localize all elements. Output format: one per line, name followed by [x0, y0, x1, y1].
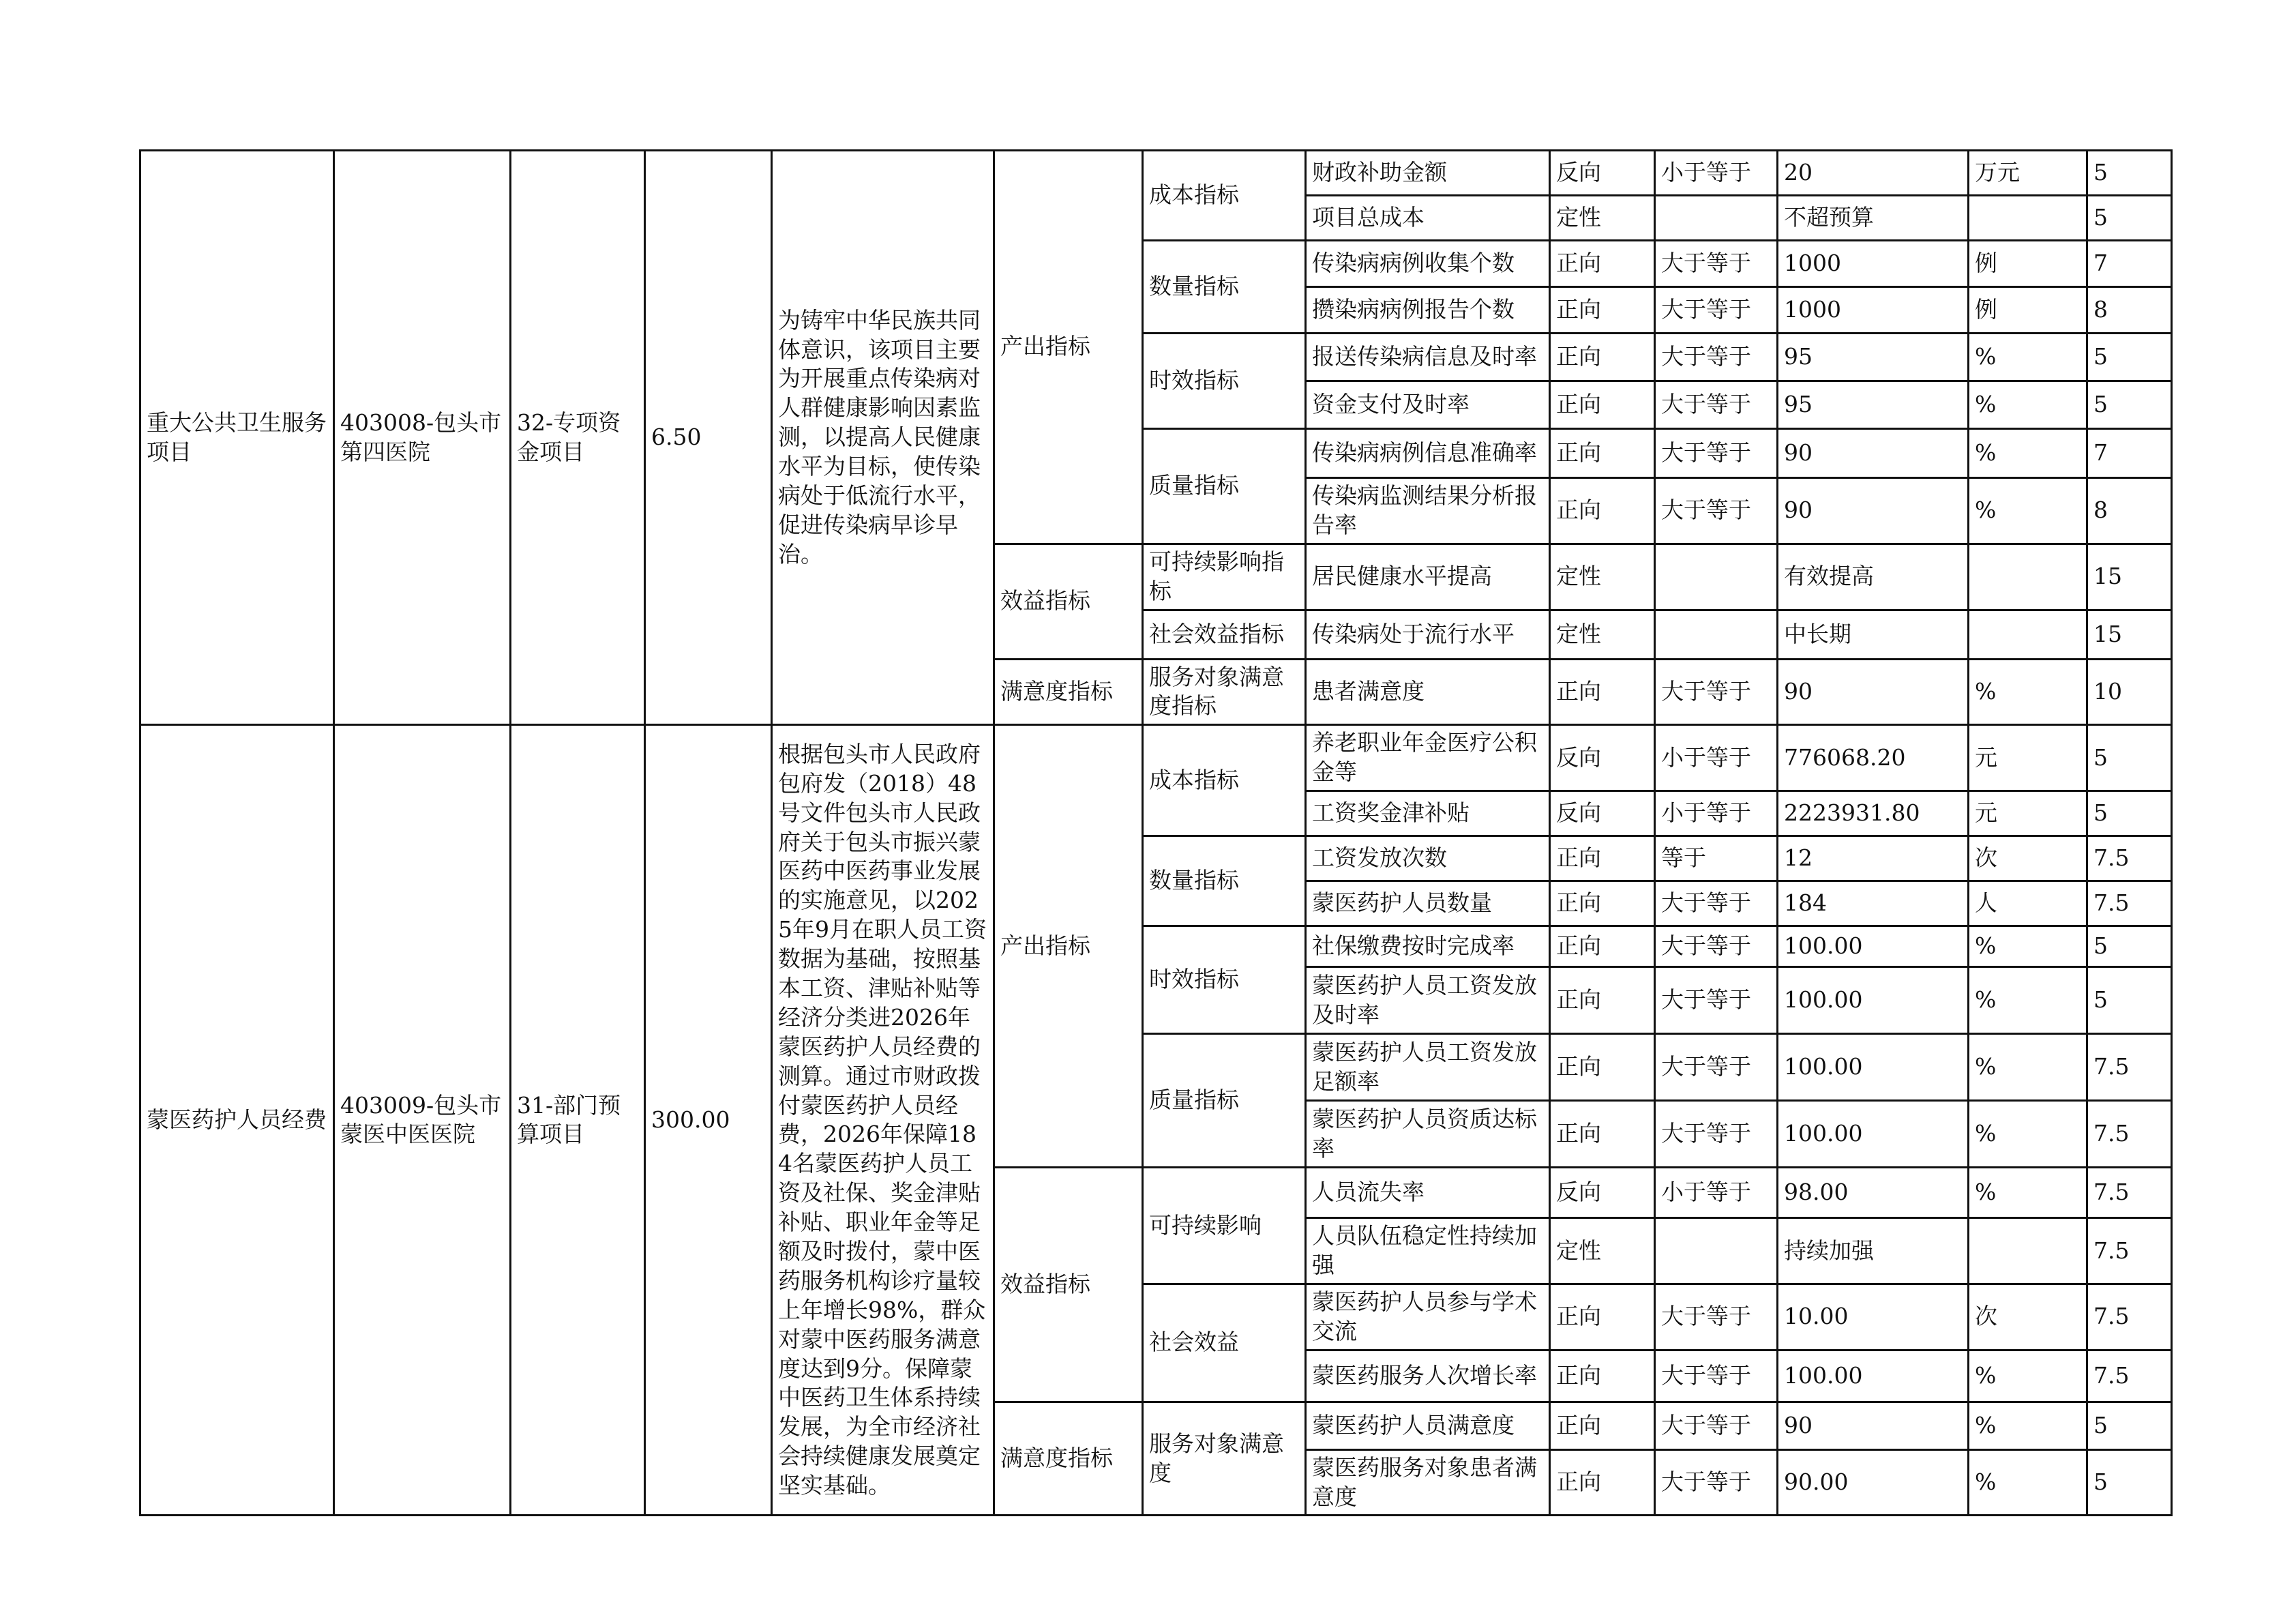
indicator-name-cell: 工资发放次数 — [1306, 836, 1550, 881]
level2-indicator-cell: 成本指标 — [1143, 151, 1306, 241]
indicator-direction-cell: 反向 — [1550, 1168, 1655, 1218]
level1-indicator-cell: 效益指标 — [994, 544, 1143, 659]
project-description-cell: 为铸牢中华民族共同体意识，该项目主要为开展重点传染病对人群健康影响因素监测，以提高人民健康水平为目标，使传染病处于低流行水平，促进传染病早诊早治。 — [772, 151, 994, 725]
indicator-unit-cell: % — [1969, 1168, 2087, 1218]
indicator-name-cell: 社保缴费按时完成率 — [1306, 926, 1550, 967]
indicator-target-value-cell: 98.00 — [1778, 1168, 1969, 1218]
indicator-direction-cell: 正向 — [1550, 287, 1655, 334]
project-amount-cell: 300.00 — [645, 725, 772, 1516]
indicator-unit-cell: % — [1969, 1034, 2087, 1101]
indicator-name-cell: 人员流失率 — [1306, 1168, 1550, 1218]
indicator-operator-cell: 大于等于 — [1655, 334, 1778, 381]
indicator-operator-cell: 小于等于 — [1655, 791, 1778, 836]
level2-indicator-cell: 时效指标 — [1143, 926, 1306, 1034]
indicator-unit-cell: % — [1969, 1101, 2087, 1168]
level2-indicator-cell: 可持续影响指标 — [1143, 544, 1306, 610]
indicator-unit-cell — [1969, 196, 2087, 241]
indicator-unit-cell: % — [1969, 478, 2087, 544]
indicator-name-cell: 财政补助金额 — [1306, 151, 1550, 196]
indicator-direction-cell: 正向 — [1550, 478, 1655, 544]
level2-indicator-cell: 服务对象满意度 — [1143, 1402, 1306, 1516]
indicator-target-value-cell: 100.00 — [1778, 1350, 1969, 1402]
performance-table — [139, 149, 2173, 1516]
indicator-target-value-cell: 184 — [1778, 881, 1969, 926]
indicator-unit-cell — [1969, 1218, 2087, 1284]
indicator-target-value-cell: 100.00 — [1778, 926, 1969, 967]
indicator-operator-cell: 大于等于 — [1655, 967, 1778, 1034]
project-unit-cell: 403008-包头市第四医院 — [334, 151, 511, 725]
indicator-name-cell: 蒙医药护人员满意度 — [1306, 1402, 1550, 1449]
indicator-name-cell: 项目总成本 — [1306, 196, 1550, 241]
indicator-score-cell: 7.5 — [2087, 1284, 2172, 1350]
indicator-direction-cell: 正向 — [1550, 1101, 1655, 1168]
indicator-target-value-cell: 中长期 — [1778, 610, 1969, 659]
indicator-score-cell: 7.5 — [2087, 1218, 2172, 1284]
indicator-direction-cell: 正向 — [1550, 1034, 1655, 1101]
indicator-name-cell: 蒙医药护人员参与学术交流 — [1306, 1284, 1550, 1350]
indicator-target-value-cell: 有效提高 — [1778, 544, 1969, 610]
indicator-target-value-cell: 100.00 — [1778, 967, 1969, 1034]
indicator-operator-cell — [1655, 1218, 1778, 1284]
indicator-name-cell: 人员队伍稳定性持续加强 — [1306, 1218, 1550, 1284]
indicator-target-value-cell: 10.00 — [1778, 1284, 1969, 1350]
indicator-score-cell: 7.5 — [2087, 1168, 2172, 1218]
indicator-operator-cell — [1655, 544, 1778, 610]
level2-indicator-cell: 成本指标 — [1143, 725, 1306, 836]
project-name-cell: 蒙医药护人员经费 — [140, 725, 334, 1516]
indicator-unit-cell: % — [1969, 334, 2087, 381]
indicator-name-cell: 传染病病例收集个数 — [1306, 241, 1550, 287]
project-amount-cell: 6.50 — [645, 151, 772, 725]
indicator-target-value-cell: 20 — [1778, 151, 1969, 196]
level2-indicator-cell: 服务对象满意度指标 — [1143, 659, 1306, 725]
level2-indicator-cell: 可持续影响 — [1143, 1168, 1306, 1284]
level1-indicator-cell: 满意度指标 — [994, 659, 1143, 725]
indicator-target-value-cell: 12 — [1778, 836, 1969, 881]
project-type-cell: 32-专项资金项目 — [511, 151, 645, 725]
indicator-direction-cell: 正向 — [1550, 1402, 1655, 1449]
indicator-score-cell: 5 — [2087, 151, 2172, 196]
project-name-cell: 重大公共卫生服务项目 — [140, 151, 334, 725]
table-row — [140, 725, 2172, 791]
level2-indicator-cell: 质量指标 — [1143, 429, 1306, 544]
indicator-operator-cell: 大于等于 — [1655, 478, 1778, 544]
indicator-score-cell: 15 — [2087, 544, 2172, 610]
indicator-direction-cell: 正向 — [1550, 659, 1655, 725]
indicator-name-cell: 传染病处于流行水平 — [1306, 610, 1550, 659]
indicator-operator-cell: 小于等于 — [1655, 1168, 1778, 1218]
indicator-target-value-cell: 776068.20 — [1778, 725, 1969, 791]
indicator-operator-cell: 小于等于 — [1655, 151, 1778, 196]
indicator-operator-cell: 大于等于 — [1655, 1034, 1778, 1101]
level1-indicator-cell: 效益指标 — [994, 1168, 1143, 1402]
indicator-name-cell: 蒙医药服务对象患者满意度 — [1306, 1449, 1550, 1516]
project-description-cell: 根据包头市人民政府包府发（2018）48号文件包头市人民政府关于包头市振兴蒙医药中医药事业发展的实施意见，以2025年9月在职人员工资数据为基础，按照基本工资、津贴补贴等经济分类进2026年蒙医药护人员经费的测算。通过市财政拨付蒙医药护人员经费，2026年保障184名蒙医药护人员工资及社保、奖金津贴补贴、职业年金等足额及时拨付，蒙中医药服务机构诊疗量较上年增长98%，群众对蒙中医药服务满意度达到9分。保障蒙中医药卫生体系持续发展，为全市经济社会持续健康发展奠定坚实基础。 — [772, 725, 994, 1516]
indicator-direction-cell: 定性 — [1550, 610, 1655, 659]
indicator-direction-cell: 反向 — [1550, 725, 1655, 791]
indicator-name-cell: 蒙医药护人员工资发放及时率 — [1306, 967, 1550, 1034]
level1-indicator-cell: 满意度指标 — [994, 1402, 1143, 1516]
indicator-operator-cell: 大于等于 — [1655, 1402, 1778, 1449]
indicator-score-cell: 7 — [2087, 241, 2172, 287]
indicator-unit-cell: % — [1969, 967, 2087, 1034]
indicator-direction-cell: 正向 — [1550, 429, 1655, 478]
indicator-name-cell: 养老职业年金医疗公积金等 — [1306, 725, 1550, 791]
indicator-operator-cell: 等于 — [1655, 836, 1778, 881]
indicator-direction-cell: 定性 — [1550, 1218, 1655, 1284]
indicator-target-value-cell: 95 — [1778, 334, 1969, 381]
indicator-name-cell: 居民健康水平提高 — [1306, 544, 1550, 610]
indicator-name-cell: 工资奖金津补贴 — [1306, 791, 1550, 836]
indicator-target-value-cell: 100.00 — [1778, 1034, 1969, 1101]
indicator-direction-cell: 反向 — [1550, 791, 1655, 836]
indicator-operator-cell: 大于等于 — [1655, 1284, 1778, 1350]
indicator-unit-cell: % — [1969, 659, 2087, 725]
indicator-target-value-cell: 90.00 — [1778, 1449, 1969, 1516]
indicator-name-cell: 攒染病病例报告个数 — [1306, 287, 1550, 334]
indicator-target-value-cell: 1000 — [1778, 287, 1969, 334]
indicator-score-cell: 5 — [2087, 967, 2172, 1034]
indicator-direction-cell: 正向 — [1550, 1284, 1655, 1350]
indicator-direction-cell: 正向 — [1550, 334, 1655, 381]
indicator-operator-cell: 大于等于 — [1655, 1350, 1778, 1402]
level2-indicator-cell: 数量指标 — [1143, 836, 1306, 926]
indicator-score-cell: 7.5 — [2087, 1101, 2172, 1168]
indicator-operator-cell — [1655, 610, 1778, 659]
table-row — [140, 151, 2172, 196]
indicator-score-cell: 5 — [2087, 196, 2172, 241]
indicator-target-value-cell: 不超预算 — [1778, 196, 1969, 241]
indicator-score-cell: 7.5 — [2087, 881, 2172, 926]
indicator-direction-cell: 正向 — [1550, 381, 1655, 429]
indicator-direction-cell: 正向 — [1550, 926, 1655, 967]
indicator-unit-cell: % — [1969, 429, 2087, 478]
indicator-score-cell: 7.5 — [2087, 1350, 2172, 1402]
indicator-unit-cell: % — [1969, 1449, 2087, 1516]
indicator-unit-cell: % — [1969, 381, 2087, 429]
project-type-cell: 31-部门预算项目 — [511, 725, 645, 1516]
indicator-direction-cell: 正向 — [1550, 1350, 1655, 1402]
indicator-unit-cell: 次 — [1969, 1284, 2087, 1350]
indicator-score-cell: 5 — [2087, 334, 2172, 381]
indicator-score-cell: 5 — [2087, 926, 2172, 967]
indicator-unit-cell: 例 — [1969, 287, 2087, 334]
level2-indicator-cell: 时效指标 — [1143, 334, 1306, 429]
indicator-target-value-cell: 2223931.80 — [1778, 791, 1969, 836]
indicator-unit-cell: 人 — [1969, 881, 2087, 926]
indicator-operator-cell: 大于等于 — [1655, 659, 1778, 725]
indicator-name-cell: 蒙医药服务人次增长率 — [1306, 1350, 1550, 1402]
indicator-operator-cell: 大于等于 — [1655, 926, 1778, 967]
indicator-operator-cell — [1655, 196, 1778, 241]
indicator-unit-cell — [1969, 610, 2087, 659]
indicator-score-cell: 5 — [2087, 381, 2172, 429]
indicator-operator-cell: 大于等于 — [1655, 241, 1778, 287]
performance-table-body — [140, 151, 2172, 1516]
indicator-operator-cell: 大于等于 — [1655, 287, 1778, 334]
indicator-direction-cell: 反向 — [1550, 151, 1655, 196]
indicator-target-value-cell: 90 — [1778, 478, 1969, 544]
indicator-direction-cell: 定性 — [1550, 196, 1655, 241]
indicator-target-value-cell: 90 — [1778, 1402, 1969, 1449]
indicator-score-cell: 5 — [2087, 725, 2172, 791]
indicator-name-cell: 报送传染病信息及时率 — [1306, 334, 1550, 381]
indicator-target-value-cell: 95 — [1778, 381, 1969, 429]
indicator-target-value-cell: 100.00 — [1778, 1101, 1969, 1168]
level2-indicator-cell: 数量指标 — [1143, 241, 1306, 334]
level1-indicator-cell: 产出指标 — [994, 725, 1143, 1168]
indicator-name-cell: 资金支付及时率 — [1306, 381, 1550, 429]
indicator-name-cell: 蒙医药护人员工资发放足额率 — [1306, 1034, 1550, 1101]
level1-indicator-cell: 产出指标 — [994, 151, 1143, 544]
indicator-name-cell: 蒙医药护人员资质达标率 — [1306, 1101, 1550, 1168]
indicator-operator-cell: 大于等于 — [1655, 381, 1778, 429]
indicator-name-cell: 蒙医药护人员数量 — [1306, 881, 1550, 926]
indicator-target-value-cell: 90 — [1778, 429, 1969, 478]
indicator-unit-cell: 次 — [1969, 836, 2087, 881]
indicator-direction-cell: 正向 — [1550, 836, 1655, 881]
level2-indicator-cell: 社会效益 — [1143, 1284, 1306, 1402]
indicator-score-cell: 10 — [2087, 659, 2172, 725]
indicator-score-cell: 8 — [2087, 287, 2172, 334]
indicator-unit-cell: 元 — [1969, 791, 2087, 836]
indicator-operator-cell: 小于等于 — [1655, 725, 1778, 791]
indicator-score-cell: 5 — [2087, 791, 2172, 836]
indicator-unit-cell: 例 — [1969, 241, 2087, 287]
indicator-direction-cell: 正向 — [1550, 967, 1655, 1034]
indicator-direction-cell: 正向 — [1550, 241, 1655, 287]
indicator-unit-cell: % — [1969, 1402, 2087, 1449]
indicator-score-cell: 7 — [2087, 429, 2172, 478]
indicator-direction-cell: 定性 — [1550, 544, 1655, 610]
indicator-target-value-cell: 持续加强 — [1778, 1218, 1969, 1284]
indicator-unit-cell: % — [1969, 926, 2087, 967]
project-unit-cell: 403009-包头市蒙医中医医院 — [334, 725, 511, 1516]
indicator-direction-cell: 正向 — [1550, 1449, 1655, 1516]
indicator-unit-cell: % — [1969, 1350, 2087, 1402]
indicator-score-cell: 7.5 — [2087, 1034, 2172, 1101]
indicator-operator-cell: 大于等于 — [1655, 1101, 1778, 1168]
indicator-score-cell: 15 — [2087, 610, 2172, 659]
indicator-name-cell: 传染病监测结果分析报告率 — [1306, 478, 1550, 544]
indicator-target-value-cell: 90 — [1778, 659, 1969, 725]
indicator-score-cell: 8 — [2087, 478, 2172, 544]
indicator-operator-cell: 大于等于 — [1655, 429, 1778, 478]
indicator-unit-cell: 元 — [1969, 725, 2087, 791]
indicator-unit-cell — [1969, 544, 2087, 610]
level2-indicator-cell: 社会效益指标 — [1143, 610, 1306, 659]
indicator-direction-cell: 正向 — [1550, 881, 1655, 926]
indicator-name-cell: 患者满意度 — [1306, 659, 1550, 725]
indicator-score-cell: 5 — [2087, 1402, 2172, 1449]
indicator-operator-cell: 大于等于 — [1655, 1449, 1778, 1516]
indicator-operator-cell: 大于等于 — [1655, 881, 1778, 926]
indicator-target-value-cell: 1000 — [1778, 241, 1969, 287]
indicator-name-cell: 传染病病例信息准确率 — [1306, 429, 1550, 478]
indicator-unit-cell: 万元 — [1969, 151, 2087, 196]
indicator-score-cell: 5 — [2087, 1449, 2172, 1516]
indicator-score-cell: 7.5 — [2087, 836, 2172, 881]
level2-indicator-cell: 质量指标 — [1143, 1034, 1306, 1168]
